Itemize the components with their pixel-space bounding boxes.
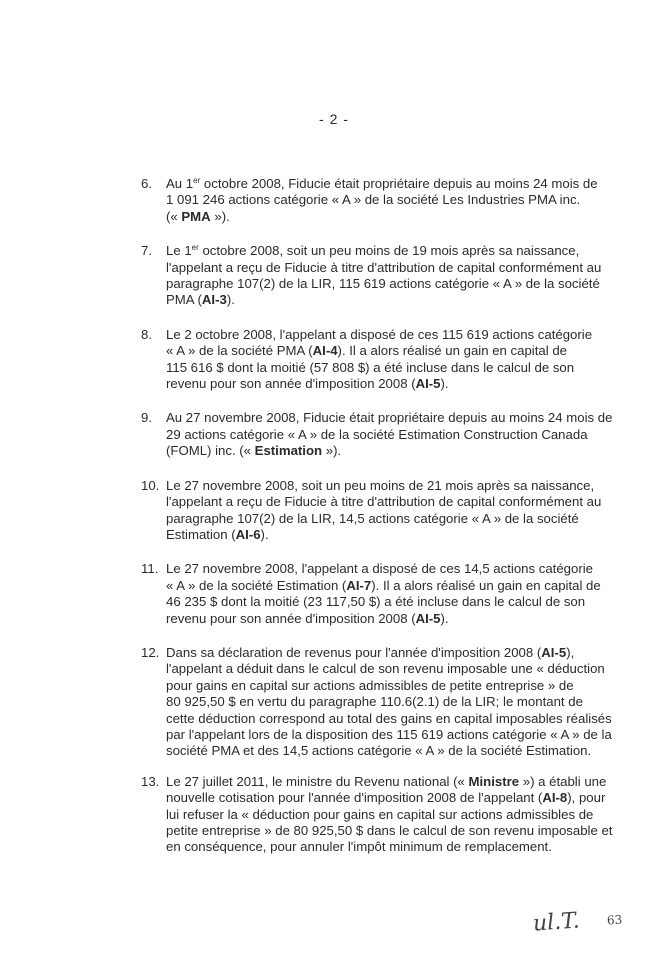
paragraph-text: [166, 773, 613, 856]
text-line: 46 235 $ dont la moitié (23 117,50 $) a été incluse dans le calcul de son: [166, 594, 586, 610]
paragraph-number: 9.: [141, 410, 152, 426]
text-line: Dans sa déclaration de revenus pour l'année d'imposition 2008 (AI-5),: [166, 644, 575, 660]
text-line: paragraphe 107(2) de la LIR, 115 619 actions catégorie « A » de la société: [166, 276, 600, 292]
text-line: petite entreprise » de 80 925,50 $ dans le calcul de son revenu imposable et: [166, 823, 613, 838]
text-line: (« PMA »).: [166, 208, 230, 224]
text-line: « A » de la société Estimation (AI-7). Il a alors réalisé un gain en capital de: [166, 577, 601, 593]
text-line: Le 27 novembre 2008, l'appelant a disposé de ces 14,5 actions catégorie: [166, 561, 594, 577]
text-line: (FOML) inc. (« Estimation »).: [166, 443, 342, 459]
handwritten-initials: ul.T.: [532, 908, 581, 937]
paragraph-text: [166, 644, 612, 760]
paragraph-number: 13.: [141, 773, 160, 789]
text-line: pour gains en capital sur actions admissibles de petite entreprise » de: [166, 677, 574, 693]
numbered-paragraphs: [141, 176, 613, 856]
page-number: - 2 -: [319, 111, 349, 127]
text-line: lui refuser la « déduction pour gains en capital sur actions admissibles de: [166, 806, 594, 822]
paragraph-text: [166, 326, 593, 393]
paragraph-text: [166, 176, 598, 225]
text-line: Le 1er octobre 2008, soit un peu moins de 19 mois après sa naissance,: [166, 243, 580, 259]
paragraph-12: [141, 644, 612, 760]
handwritten-page-mark: 63: [606, 912, 623, 928]
text-line: 115 616 $ dont la moitié (57 808 $) a été incluse dans le calcul de son: [166, 359, 575, 375]
text-line: nouvelle cotisation pour l'année d'imposition 2008 de l'appelant (AI-8), pour: [166, 790, 606, 806]
text-line: 29 actions catégorie « A » de la société Estimation Construction Canada: [166, 426, 588, 442]
text-line: PMA (AI-3).: [166, 292, 235, 308]
text-line: 1 091 246 actions catégorie « A » de la société Les Industries PMA inc.: [166, 192, 581, 208]
text-line: en conséquence, pour annuler l'impôt minimum de remplacement.: [166, 839, 552, 855]
text-line: paragraphe 107(2) de la LIR, 14,5 actions catégorie « A » de la société: [166, 510, 579, 526]
text-line: l'appelant a reçu de Fiducie à titre d'attribution de capital conformément au: [166, 494, 602, 510]
paragraph-13: [141, 773, 613, 856]
text-line: revenu pour son année d'imposition 2008 (AI-5).: [166, 610, 449, 626]
paragraph-8: [141, 326, 593, 393]
text-line: « A » de la société PMA (AI-4). Il a alors réalisé un gain en capital de: [166, 343, 567, 359]
text-line: Au 1er octobre 2008, Fiducie était propriétaire depuis au moins 24 mois de: [166, 176, 598, 191]
text-line: l'appelant a déduit dans le calcul de son revenu imposable une « déduction: [166, 661, 605, 677]
paragraph-10: [141, 477, 602, 544]
paragraph-text: [166, 410, 613, 459]
text-line: par l'appelant lors de la disposition des 115 619 actions catégorie « A » de la: [166, 726, 612, 742]
text-line: Au 27 novembre 2008, Fiducie était propriétaire depuis au moins 24 mois de: [166, 410, 613, 426]
paragraph-6: [141, 176, 598, 225]
text-line: Le 2 octobre 2008, l'appelant a disposé de ces 115 619 actions catégorie: [166, 326, 593, 342]
text-line: société PMA et des 14,5 actions catégorie « A » de la société Estimation.: [166, 743, 592, 759]
paragraph-text: [166, 243, 602, 309]
paragraph-number: 11.: [141, 561, 159, 577]
text-line: Estimation (AI-6).: [166, 526, 269, 542]
paragraph-text: [166, 477, 602, 544]
paragraph-number: 10.: [141, 477, 160, 493]
paragraph-11: [141, 561, 601, 627]
paragraph-number: 8.: [141, 326, 152, 342]
text-line: Le 27 novembre 2008, soit un peu moins de 21 mois après sa naissance,: [166, 477, 595, 493]
paragraph-number: 12.: [141, 644, 160, 660]
text-line: l'appelant a reçu de Fiducie à titre d'attribution de capital conformément au: [166, 259, 602, 275]
paragraph-number: 7.: [141, 243, 152, 259]
text-line: Le 27 juillet 2011, le ministre du Revenu national (« Ministre ») a établi une: [166, 773, 607, 789]
paragraph-9: [141, 410, 613, 459]
text-line: 80 925,50 $ en vertu du paragraphe 110.6(2.1) de la LIR; le montant de: [166, 694, 583, 710]
paragraph-7: [141, 243, 602, 309]
text-line: revenu pour son année d'imposition 2008 (AI-5).: [166, 376, 449, 392]
paragraph-text: [166, 561, 601, 627]
paragraph-number: 6.: [141, 176, 152, 191]
text-line: cette déduction correspond au total des gains en capital imposables réalisés: [166, 710, 612, 726]
